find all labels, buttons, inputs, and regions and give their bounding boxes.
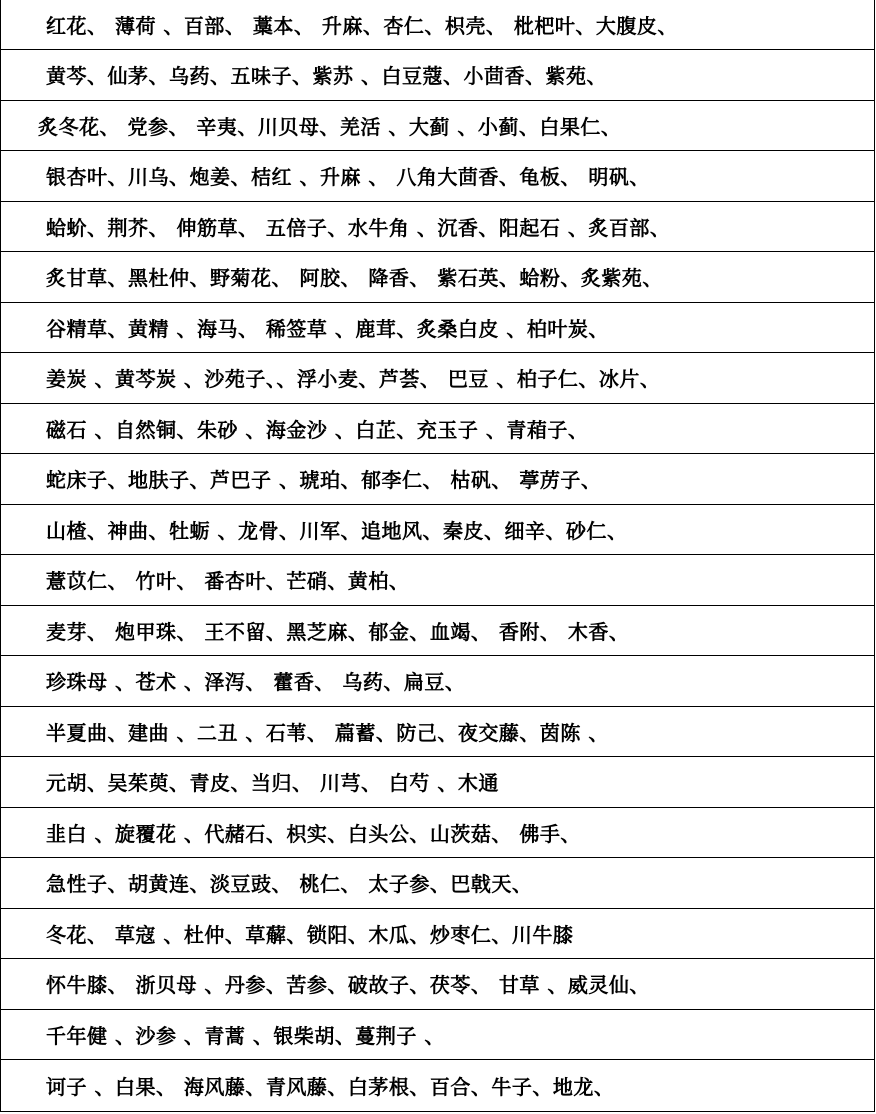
- table-row: 炙冬花、 党参、 辛夷、川贝母、羌活 、大蓟 、小蓟、白果仁、: [1, 101, 874, 152]
- table-row: 黄芩、仙茅、乌药、五味子、紫苏 、白豆蔻、小茴香、紫苑、: [1, 50, 874, 101]
- table-row: 麦芽、 炮甲珠、 王不留、黑芝麻、郁金、血竭、 香附、 木香、: [1, 606, 874, 657]
- table-row: 珍珠母 、苍术 、泽泻、 藿香、 乌药、扁豆、: [1, 656, 874, 707]
- table-row: 炙甘草、黑杜仲、野菊花、 阿胶、 降香、 紫石英、蛤粉、炙紫苑、: [1, 252, 874, 303]
- table-row: 千年健 、沙参 、青蒿 、银柴胡、蔓荆子 、: [1, 1010, 874, 1061]
- table-row: 姜炭 、黄芩炭 、沙苑子、、浮小麦、芦荟、 巴豆 、柏子仁、冰片、: [1, 353, 874, 404]
- table-row: 蛤蚧、荆芥、 伸筋草、 五倍子、水牛角 、沉香、阳起石 、炙百部、: [1, 202, 874, 253]
- table-row: 山楂、神曲、牡蛎 、龙骨、川军、追地风、秦皮、细辛、砂仁、: [1, 505, 874, 556]
- table-row: 薏苡仁、 竹叶、 番杏叶、芒硝、黄柏、: [1, 555, 874, 606]
- table-row: 银杏叶、川乌、炮姜、桔红 、升麻 、 八角大茴香、龟板、 明矾、: [1, 151, 874, 202]
- table-row: 半夏曲、建曲 、二丑 、石苇、 萹蓄、防己、夜交藤、茵陈 、: [1, 707, 874, 758]
- table-row: 韭白 、旋覆花 、代赭石、枳实、白头公、山茨菇、 佛手、: [1, 808, 874, 859]
- table-row: 元胡、吴茱萸、青皮、当归、 川芎、 白芍 、木通: [1, 757, 874, 808]
- table-row: 磁石 、自然铜、朱砂 、海金沙 、白芷、充玉子 、青葙子、: [1, 404, 874, 455]
- table-row: 谷精草、黄精 、海马、 稀签草 、鹿茸、炙桑白皮 、柏叶炭、: [1, 303, 874, 354]
- table-row: 诃子 、白果、 海风藤、青风藤、白茅根、百合、牛子、地龙、: [46, 1074, 615, 1099]
- table-row: 冬花、 草寇 、杜仲、草薢、锁阳、木瓜、炒枣仁、川牛膝: [1, 909, 874, 960]
- table-row: 怀牛膝、 浙贝母 、丹参、苦参、破故子、茯苓、 甘草 、威灵仙、: [1, 959, 874, 1010]
- table-row: 急性子、胡黄连、淡豆豉、 桃仁、 太子参、巴戟天、: [1, 858, 874, 909]
- table-row: 红花、 薄荷 、百部、 藁本、 升麻、杏仁、枳壳、 枇杷叶、大腹皮、: [1, 0, 874, 50]
- table-row: 蛇床子、地肤子、芦巴子 、琥珀、郁李仁、 枯矾、 葶苈子、: [1, 454, 874, 505]
